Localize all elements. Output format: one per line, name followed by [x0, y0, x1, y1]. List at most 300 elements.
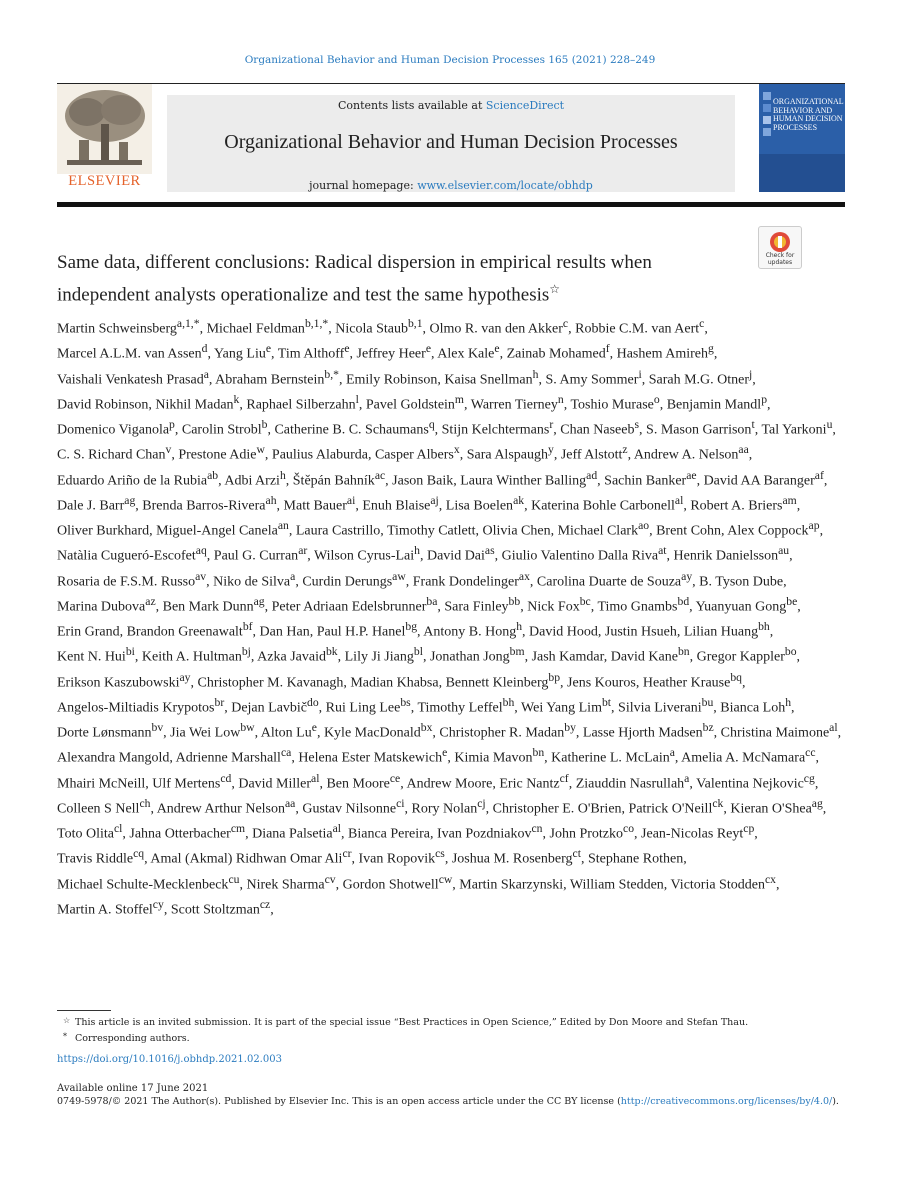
author-name[interactable]: Frank Dondelinger	[412, 574, 519, 590]
title-footnote-mark[interactable]: ☆	[549, 282, 561, 296]
affiliation-marker[interactable]: bf	[242, 620, 253, 633]
affiliation-marker[interactable]: bz	[702, 721, 714, 734]
author-name[interactable]: Michael Feldman	[206, 321, 305, 337]
author-name[interactable]: Chan Naseeb	[560, 422, 635, 438]
affiliation-marker[interactable]: ay	[179, 670, 191, 684]
author-name[interactable]: Curdin Derungs	[302, 574, 393, 590]
affiliation-marker[interactable]: aw	[392, 569, 406, 583]
author-name[interactable]: Nick Fox	[527, 599, 580, 615]
author-name[interactable]: Nirek Sharma	[246, 877, 325, 893]
affiliation-marker[interactable]: aq	[195, 544, 207, 558]
author-name[interactable]: Nicola Staub	[335, 321, 408, 337]
affiliation-marker[interactable]: h	[414, 544, 420, 558]
footnote	[57, 1014, 845, 1030]
author-name[interactable]: Victoria Stodden	[670, 877, 765, 893]
author-name[interactable]: Jason Baik	[392, 473, 454, 489]
affiliation-marker[interactable]: e	[442, 746, 448, 760]
footnote-text: This article is an invited submission. It is part of the special issue “Best Practices in Open Science,” Edited by Don Moore and Stefan Thau.	[75, 1017, 749, 1028]
affiliation-marker[interactable]: bn	[677, 645, 690, 659]
author-name[interactable]: Travis Riddle	[57, 851, 134, 867]
affiliation-marker[interactable]: al	[332, 822, 341, 835]
affiliation-marker[interactable]: ar	[298, 544, 308, 558]
author-name[interactable]: Ziauddin Nasrullah	[575, 776, 685, 792]
author-name[interactable]: Christopher E. O'Brien	[492, 801, 622, 817]
affiliation-marker[interactable]: bd	[677, 594, 690, 608]
author-name[interactable]: Carolina Duarte de Souza	[536, 574, 682, 590]
author-name[interactable]: Rosaria de F.S.M. Russo	[57, 574, 196, 590]
affiliation-marker[interactable]: aa	[285, 796, 296, 810]
affiliation-marker[interactable]: g	[707, 342, 714, 356]
affiliation-marker[interactable]: k	[233, 392, 240, 406]
author-name[interactable]: Sarah M.G. Otner	[648, 372, 749, 388]
affiliation-marker[interactable]: bq	[730, 670, 742, 684]
author-name[interactable]: Ivan Pozdniakov	[437, 826, 532, 842]
affiliation-marker[interactable]: al	[829, 721, 838, 734]
author-name[interactable]: Jia Wei Low	[170, 725, 241, 741]
affiliation-marker[interactable]: cm	[230, 822, 246, 835]
affiliation-marker[interactable]: ck	[712, 796, 724, 810]
author-name[interactable]: Dejan Lavbič	[231, 700, 308, 716]
author-name[interactable]: Wei Yang Lim	[521, 700, 602, 716]
affiliation-marker[interactable]: o	[653, 392, 660, 406]
author-name[interactable]: Scott Stoltzman	[170, 902, 260, 918]
author-name[interactable]: Timothy Catlett	[386, 523, 476, 539]
affiliation-marker[interactable]: aa	[738, 443, 749, 457]
affiliation-marker[interactable]: a	[290, 569, 296, 583]
affiliation-marker[interactable]: bk	[325, 645, 338, 659]
author-name[interactable]: Mhairi McNeill	[57, 776, 146, 792]
author-name[interactable]: Miguel-Angel Canela	[156, 523, 278, 539]
author-name[interactable]: Toshio Murase	[570, 397, 654, 413]
author-name[interactable]: Madian Khabsa	[350, 675, 439, 691]
author-name[interactable]: Bianca Pereira	[348, 826, 431, 842]
author-name[interactable]: David Miller	[238, 776, 312, 792]
author-name[interactable]: Robbie C.M. van Aert	[575, 321, 700, 337]
author-name[interactable]: Heather Krause	[642, 675, 731, 691]
affiliation-marker[interactable]: bm	[509, 645, 525, 659]
check-updates-icon	[767, 230, 793, 254]
author-name[interactable]: Abraham Bernstein	[215, 372, 325, 388]
affiliation-marker[interactable]: be	[786, 594, 798, 608]
author-name[interactable]: Matt Bauer	[283, 498, 347, 514]
affiliation-marker[interactable]: j	[749, 367, 753, 381]
author-name[interactable]: Olivia Chen	[482, 523, 551, 539]
affiliation-marker[interactable]: cj	[477, 796, 486, 810]
author-name[interactable]: John Protzko	[549, 826, 624, 842]
author-name[interactable]: Michael Schulte-Mecklenbeck	[57, 877, 229, 893]
author-name[interactable]: Gregor Kappler	[696, 649, 785, 665]
affiliation-marker[interactable]: ch	[139, 796, 151, 810]
affiliation-marker[interactable]: ao	[638, 519, 650, 532]
author-name[interactable]: Lisa Boelen	[445, 498, 514, 514]
author-name[interactable]: Martin Skarzynski	[459, 877, 564, 893]
affiliation-marker[interactable]: b,1	[407, 317, 423, 330]
author-name[interactable]: Sara Finley	[444, 599, 509, 615]
author-name[interactable]: Casper Albers	[374, 447, 454, 463]
affiliation-marker[interactable]: bn	[532, 746, 545, 760]
affiliation-marker[interactable]: bi	[125, 645, 135, 659]
affiliation-marker[interactable]: d	[201, 342, 208, 356]
affiliation-marker[interactable]: by	[564, 721, 576, 734]
affiliation-marker[interactable]: ag	[811, 796, 823, 810]
author-name[interactable]: Christina Maimone	[720, 725, 830, 741]
author-name[interactable]: Martin Schweinsberg	[57, 321, 177, 337]
author-name[interactable]: David Kane	[610, 649, 678, 665]
affiliation-marker[interactable]: r	[549, 418, 554, 431]
author-name[interactable]: Yang Liu	[213, 346, 266, 362]
affiliation-marker[interactable]: p	[761, 392, 768, 406]
author-name[interactable]: Erin Grand	[57, 624, 120, 640]
affiliation-marker[interactable]: e	[265, 342, 272, 356]
affiliation-marker[interactable]: t	[751, 418, 755, 431]
author-name[interactable]: Patrick O'Neill	[628, 801, 713, 817]
affiliation-marker[interactable]: ct	[572, 847, 581, 861]
author-name[interactable]: Brenda Barros-Rivera	[142, 498, 266, 514]
author-name[interactable]: Tim Althoff	[277, 346, 345, 362]
author-name[interactable]: Kaisa Snellman	[444, 372, 533, 388]
author-name[interactable]: Stijn Kelchtermans	[441, 422, 550, 438]
author-name[interactable]: Alton Lu	[260, 725, 312, 741]
affiliation-marker[interactable]: bu	[701, 695, 714, 709]
author-name[interactable]: Christopher R. Madan	[439, 725, 565, 741]
affiliation-marker[interactable]: b	[261, 418, 268, 431]
author-name[interactable]: Kimia Mavon	[454, 750, 533, 766]
author-name[interactable]: Dale J. Barr	[57, 498, 125, 514]
affiliation-marker[interactable]: bw	[240, 721, 255, 734]
author-name[interactable]: Timothy Leffel	[417, 700, 503, 716]
sciencedirect-link[interactable]: ScienceDirect	[485, 99, 565, 112]
affiliation-marker[interactable]: v	[165, 443, 172, 457]
footnotes	[57, 1014, 845, 1046]
author-name[interactable]: Jash Kamdar	[531, 649, 604, 665]
author-name[interactable]: Gordon Shotwell	[342, 877, 439, 893]
journal-citation[interactable]: Organizational Behavior and Human Decision Processes 165 (2021) 228–249	[244, 54, 656, 66]
affiliation-marker[interactable]: bh	[502, 695, 515, 709]
author-name[interactable]: Jens Kouros	[567, 675, 636, 691]
affiliation-marker[interactable]: u	[826, 418, 833, 431]
affiliation-marker[interactable]: bb	[508, 594, 521, 608]
affiliation-marker[interactable]: y	[547, 443, 554, 457]
author-name[interactable]: Paul H.P. Hanel	[316, 624, 406, 640]
author-name[interactable]: Catherine B. C. Schaumans	[274, 422, 429, 438]
author-name[interactable]: Warren Tierney	[470, 397, 558, 413]
author-name[interactable]: Rory Nolan	[411, 801, 478, 817]
author-name[interactable]: Katerina Bohle Carbonell	[531, 498, 675, 514]
affiliation-marker[interactable]: cu	[228, 872, 240, 886]
affiliation-marker[interactable]: q	[428, 418, 435, 431]
affiliation-marker[interactable]: cw	[438, 872, 453, 886]
author-name[interactable]: Timo Gnambs	[597, 599, 678, 615]
author-name[interactable]: S. Mason Garrison	[646, 422, 752, 438]
affiliation-marker[interactable]: cz	[259, 897, 271, 911]
author-name[interactable]: Azka Javaid	[257, 649, 326, 665]
author-name[interactable]: Michael Clark	[557, 523, 639, 539]
affiliation-marker[interactable]: ci	[396, 796, 405, 810]
affiliation-marker[interactable]: ba	[426, 594, 438, 608]
affiliation-marker[interactable]: bx	[420, 721, 433, 734]
affiliation-marker[interactable]: cp	[743, 822, 755, 835]
affiliation-marker[interactable]: a	[684, 771, 690, 785]
affiliation-marker[interactable]: bv	[151, 721, 164, 734]
affiliation-marker[interactable]: ab	[207, 468, 219, 482]
author-name[interactable]: Ivan Ropovik	[358, 851, 436, 867]
affiliation-marker[interactable]: z	[622, 443, 628, 457]
author-name[interactable]: Ben Moore	[326, 776, 390, 792]
author-name[interactable]: Kent N. Hui	[57, 649, 126, 665]
author-name[interactable]: Silvia Liverani	[618, 700, 702, 716]
affiliation-marker[interactable]: h	[279, 468, 286, 482]
affiliation-marker[interactable]: bo	[784, 645, 797, 659]
author-name[interactable]: Helena Ester Matskewich	[298, 750, 443, 766]
author-name[interactable]: Domenico Viganola	[57, 422, 170, 438]
affiliation-marker[interactable]: bl	[413, 645, 423, 659]
affiliation-marker[interactable]: as	[484, 544, 495, 558]
affiliation-marker[interactable]: e	[311, 721, 317, 734]
affiliation-marker[interactable]: cy	[152, 897, 164, 911]
affiliation-marker[interactable]: x	[453, 443, 460, 457]
author-name[interactable]: Adrienne Marshall	[175, 750, 281, 766]
author-name[interactable]: Amal (Akmal) Ridhwan Omar Ali	[150, 851, 343, 867]
author-name[interactable]: Laura Winther Balling	[460, 473, 587, 489]
affiliation-marker[interactable]: bj	[241, 645, 251, 659]
affiliation-marker[interactable]: af	[814, 468, 824, 482]
affiliation-marker[interactable]: ag	[253, 594, 265, 608]
affiliation-marker[interactable]: m	[454, 392, 464, 406]
affiliation-marker[interactable]: bp	[548, 670, 561, 684]
affiliation-marker[interactable]: c	[562, 317, 569, 330]
affiliation-marker[interactable]: al	[674, 493, 684, 507]
affiliation-marker[interactable]: cx	[764, 872, 776, 886]
affiliation-marker[interactable]: h	[516, 620, 523, 633]
affiliation-marker[interactable]: ae	[686, 468, 697, 482]
author-name[interactable]: Valentina Nejkovic	[696, 776, 804, 792]
homepage-link[interactable]: www.elsevier.com/locate/obhdp	[417, 179, 593, 192]
affiliation-marker[interactable]: h	[785, 695, 792, 709]
affiliation-marker[interactable]: s	[634, 418, 640, 431]
check-for-updates-badge[interactable]	[758, 226, 802, 269]
affiliation-marker[interactable]: e	[344, 342, 350, 356]
author-name[interactable]: Erikson Kaszubowski	[57, 675, 180, 691]
author-name[interactable]: Zainab Mohamed	[506, 346, 606, 362]
author-name[interactable]: Eric Nantz	[499, 776, 560, 792]
author-name[interactable]: Sachin Banker	[604, 473, 687, 489]
affiliation-marker[interactable]: a	[669, 746, 675, 760]
author-name[interactable]: Antony B. Hong	[423, 624, 517, 640]
affiliation-marker[interactable]: cq	[133, 847, 145, 861]
author-name[interactable]: Gustav Nilsonne	[302, 801, 397, 817]
affiliation-marker[interactable]: a,1,*	[176, 317, 200, 330]
affiliation-marker[interactable]: bc	[579, 594, 591, 608]
license-link[interactable]: http://creativecommons.org/licenses/by/4.0/	[620, 1096, 833, 1107]
author-name[interactable]: Raphael Silberzahn	[246, 397, 356, 413]
author-name[interactable]: Bianca Loh	[720, 700, 786, 716]
author-name[interactable]: Yuanyuan Gong	[695, 599, 787, 615]
author-name[interactable]: Hashem Amireh	[616, 346, 708, 362]
affiliation-marker[interactable]: ah	[265, 493, 277, 507]
affiliation-marker[interactable]: ce	[389, 771, 401, 785]
author-name[interactable]: David Hood	[529, 624, 598, 640]
affiliation-marker[interactable]: h	[532, 367, 539, 381]
author-name[interactable]: Kieran O'Shea	[730, 801, 812, 817]
author-name[interactable]: Wilson Cyrus-Lai	[314, 548, 415, 564]
author-name[interactable]: Benjamin Mandl	[666, 397, 762, 413]
affiliation-marker[interactable]: cc	[805, 746, 816, 760]
author-name[interactable]: Lilian Huang	[683, 624, 759, 640]
affiliation-marker[interactable]: b,*	[324, 367, 339, 381]
affiliation-marker[interactable]: al	[311, 771, 320, 785]
author-name[interactable]: Ulf Mertens	[152, 776, 221, 792]
author-name[interactable]: Natàlia Cugueró-Escofet	[57, 548, 196, 564]
affiliation-marker[interactable]: ac	[374, 468, 386, 482]
author-name[interactable]: Bennett Kleinberg	[445, 675, 549, 691]
affiliation-marker[interactable]: n	[557, 392, 564, 406]
affiliation-marker[interactable]: ay	[681, 569, 693, 583]
affiliation-marker[interactable]: co	[623, 822, 635, 835]
affiliation-marker[interactable]: ak	[513, 493, 525, 507]
author-name[interactable]: Marina Dubova	[57, 599, 146, 615]
author-name[interactable]: Vaishali Venkatesh Prasad	[57, 372, 204, 388]
affiliation-marker[interactable]: am	[782, 493, 797, 507]
affiliation-marker[interactable]: a	[203, 367, 209, 381]
affiliation-marker[interactable]: cg	[803, 771, 815, 785]
author-name[interactable]: Štěpán Bahník	[292, 473, 375, 489]
author-name[interactable]: Amelia A. McNamara	[681, 750, 806, 766]
author-name[interactable]: Jonathan Jong	[429, 649, 510, 665]
author-name[interactable]: Adbi Arzi	[224, 473, 280, 489]
author-name[interactable]: Justin Hsueh	[604, 624, 677, 640]
author-name[interactable]: Paul G. Curran	[213, 548, 299, 564]
affiliation-marker[interactable]: bt	[601, 695, 612, 709]
author-name[interactable]: Emily Robinson	[345, 372, 438, 388]
author-name[interactable]: Brent Cohn	[656, 523, 722, 539]
affiliation-marker[interactable]: aj	[430, 493, 439, 507]
affiliation-marker[interactable]: l	[355, 392, 359, 406]
author-name[interactable]: Lasse Hjorth Madsen	[582, 725, 703, 741]
affiliation-marker[interactable]: cl	[113, 822, 123, 835]
author-name[interactable]: William Stedden	[569, 877, 664, 893]
affiliation-marker[interactable]: at	[658, 544, 667, 558]
author-name[interactable]: Jeffrey Heer	[356, 346, 426, 362]
author-name[interactable]: Marcel A.L.M. van Assen	[57, 346, 202, 362]
author-name[interactable]: Rui Ling Lee	[325, 700, 401, 716]
author-name[interactable]: C. S. Richard Chan	[57, 447, 166, 463]
author-name[interactable]: Prestone Adie	[178, 447, 257, 463]
affiliation-marker[interactable]: ca	[280, 746, 292, 760]
author-name[interactable]: Stephane Rothen	[587, 851, 684, 867]
author-name[interactable]: David AA Baranger	[703, 473, 815, 489]
author-name[interactable]: Oliver Burkhard	[57, 523, 150, 539]
affiliation-marker[interactable]: bh	[758, 620, 770, 633]
author-name[interactable]: Martin A. Stoffel	[57, 902, 153, 918]
author-name[interactable]: Keith A. Hultman	[141, 649, 242, 665]
author-name[interactable]: Diana Palsetia	[252, 826, 333, 842]
affiliation-marker[interactable]: b,1,*	[304, 317, 329, 330]
affiliation-marker[interactable]: cd	[220, 771, 232, 785]
affiliation-marker[interactable]: av	[195, 569, 207, 583]
affiliation-marker[interactable]: ax	[518, 569, 530, 583]
author-name[interactable]: Ben Mark Dunn	[162, 599, 254, 615]
author-name[interactable]: Katherine L. McLain	[551, 750, 670, 766]
author-name[interactable]: Brandon Greenawalt	[126, 624, 243, 640]
author-name[interactable]: David Robinson	[57, 397, 149, 413]
author-name[interactable]: Olmo R. van den Akker	[429, 321, 563, 337]
affiliation-marker[interactable]: ag	[124, 493, 136, 507]
author-name[interactable]: Eduardo Ariño de la Rubia	[57, 473, 208, 489]
author-name[interactable]: Alex Kale	[437, 346, 495, 362]
author-name[interactable]: David Dai	[426, 548, 485, 564]
affiliation-marker[interactable]: p	[169, 418, 175, 431]
affiliation-marker[interactable]: cn	[531, 822, 543, 835]
author-name[interactable]: Laura Castrillo	[295, 523, 381, 539]
author-name[interactable]: Peter Adriaan Edelsbrunner	[271, 599, 427, 615]
author-name[interactable]: Paulius Alaburda	[271, 447, 368, 463]
affiliation-marker[interactable]: cr	[342, 847, 352, 861]
author-name[interactable]: Jahna Otterbacher	[129, 826, 231, 842]
author-name[interactable]: Niko de Silva	[213, 574, 291, 590]
affiliation-marker[interactable]: cs	[435, 847, 445, 861]
author-name[interactable]: Jean-Nicolas Reyt	[641, 826, 744, 842]
author-name[interactable]: Giulio Valentino Dalla Riva	[501, 548, 659, 564]
affiliation-marker[interactable]: do	[307, 695, 319, 709]
author-name[interactable]: S. Amy Sommer	[545, 372, 639, 388]
affiliation-marker[interactable]: bg	[405, 620, 418, 633]
author-name[interactable]: Andrew Moore	[406, 776, 493, 792]
affiliation-marker[interactable]: i	[638, 367, 642, 381]
affiliation-marker[interactable]: au	[778, 544, 790, 558]
affiliation-marker[interactable]: ai	[346, 493, 356, 507]
affiliation-marker[interactable]: br	[214, 695, 225, 709]
author-name[interactable]: Angelos-Miltiadis Krypotos	[57, 700, 215, 716]
author-name[interactable]: Alex Coppock	[727, 523, 809, 539]
affiliation-marker[interactable]: az	[145, 594, 156, 608]
affiliation-marker[interactable]: ap	[808, 519, 820, 532]
author-name[interactable]: Dorte Lønsmann	[57, 725, 152, 741]
author-name[interactable]: Jeff Alstott	[560, 447, 623, 463]
author-name[interactable]: Kyle MacDonald	[323, 725, 421, 741]
author-name[interactable]: Andrew Arthur Nelson	[156, 801, 285, 817]
author-list: Martin Schweinsberg$^{a,1,*}$, Michael Feldman$^{b,1,*}$, Nicola Staub$^{b,1}$, Olmo R. van den Akker$^c$, Robbie C.M. van Aert$^c$, Marcel A.L.M. van Assen$^d$, Yang Liu$^e$, Tim Althoff$^e$, Jeffrey Heer$^e$, Alex Kale$^e$, Zainab Mohamed$^f$, Hashem Amireh$^g$, Vaishali Venkatesh Prasad$^a$, Abraham Bernstein$^{b,*}$, Emily Robinson, Kaisa Snellman$^h$, S. Amy Sommer$^i$, Sarah M.G. Otner$^j$, David Robinson, Nikhil Madan$^k$, Raphael Silberzahn$^l$, Pavel Goldstein$^m$, Warren Tierney$^n$, Toshio Murase$^o$, Benjamin Mandl$^p$, Domenico Viganola$^p$, Carolin Strobl$^b$, Catherine B. C. Schaumans$^q$, Stijn Kelchtermans$^r$, Chan Naseeb$^s$, S. Mason Garrison$^t$, Tal Yarkoni$^u$, C. S. Richard Chan$^v$, Prestone Adie$^w$, Paulius Alaburda, Casper Albers$^x$, Sara Alspaugh$^y$, Jeff Alstott$^z$, Andrew A. Nelson$^{aa}$, Eduardo Ariño de la Rubia$^{ab}$, Adbi Arzi$^h$, Štěpán Bahník$^{ac}$, Jason Baik, Laura Winther Balling$^{ad}$, Sachin Banker$^{ae}$, David AA Baranger$^{af}$, Dale J. Barr$^{ag}$, Brenda Barros-Rivera$^{ah}$, Matt Bauer$^{ai}$, Enuh Blaise$^{aj}$, Lisa Boelen$^{ak}$, Katerina Bohle Carbonell$^{al}$, Robert A. Briers$^{am}$, Oliver Burkhard, Miguel-Angel Canela$^{an}$, Laura Castrillo, Timothy Catlett, Olivia Chen, Michael Clark$^{ao}$, Brent Cohn, Alex Coppock$^{ap}$, Natàlia Cugueró-Escofet$^{aq}$, Paul G. Curran$^{ar}$, Wilson Cyrus-Lai$^h$, David Dai$^{as}$, Giulio Valentino Dalla Riva$^{at}$, Henrik Danielsson$^{au}$, Rosaria de F.S.M. Russo$^{av}$, Niko de Silva$^a$, Curdin Derungs$^{aw}$, Frank Dondelinger$^{ax}$, Carolina Duarte de Souza$^{ay}$, B. Tyson Dube, Marina Dubova$^{az}$, Ben Mark Dunn$^{ag}$, Peter Adriaan Edelsbrunner$^{ba}$, Sara Finley$^{bb}$, Nick Fox$^{bc}$, Timo Gnambs$^{bd}$, Yuanyuan Gong$^{be}$, Erin Grand, Brandon Greenawalt$^{bf}$, Dan Han, Paul H.P. Hanel$^{bg}$, Antony B. Hong$^h$, David Hood, Justin Hsueh, Lilian Huang$^{bh}$, Kent N. Hui$^{bi}$, Keith A. Hultman$^{bj}$, Azka Javaid$^{bk}$, Lily Ji Jiang$^{bl}$, Jonathan Jong$^{bm}$, Jash Kamdar, David Kane$^{bn}$, Gregor Kappler$^{bo}$, Erikson Kaszubowski$^{ay}$, Christopher M. Kavanagh, Madian Khabsa, Bennett Kleinberg$^{bp}$, Jens Kouros, Heather Krause$^{bq}$, Angelos-Miltiadis Krypotos$^{br}$, Dejan Lavbič$^{do}$, Rui Ling Lee$^{bs}$, Timothy Leffel$^{bh}$, Wei Yang Lim$^{bt}$, Silvia Liverani$^{bu}$, Bianca Loh$^h$, Dorte Lønsmann$^{bv}$, Jia Wei Low$^{bw}$, Alton Lu$^e$, Kyle MacDonald$^{bx}$, Christopher R. Madan$^{by}$, Lasse Hjorth Madsen$^{bz}$, Christina Maimone$^{al}$, Alexandra Mangold, Adrienne Marshall$^{ca}$, Helena Ester Matskewich$^e$, Kimia Mavon$^{bn}$, Katherine L. McLain$^a$, Amelia A. McNamara$^{cc}$, Mhairi McNeill, Ulf Mertens$^{cd}$, David Miller$^{al}$, Ben Moore$^{ce}$, Andrew Moore, Eric Nantz$^{cf}$, Ziauddin Nasrullah$^a$, Valentina Nejkovic$^{cg}$, Colleen S Nell$^{ch}$, Andrew Arthur Nelson$^{aa}$, Gustav Nilsonne$^{ci}$, Rory Nolan$^{cj}$, Christopher E. O'Brien, Patrick O'Neill$^{ck}$, Kieran O'Shea$^{ag}$, Toto Olita$^{cl}$, Jahna Otterbacher$^{cm}$, Diana Palsetia$^{al}$, Bianca Pereira, Ivan Pozdniakov$^{cn}$, John Protzko$^{co}$, Jean-Nicolas Reyt$^{cp}$, Travis Riddle$^{cq}$, Amal (Akmal) Ridhwan Omar Ali$^{cr}$, Ivan Ropovik$^{cs}$, Joshua M. Rosenberg$^{ct}$, Stephane Rothen, Michael Schulte-Mecklenbeck$^{cu}$, Nirek Sharma$^{cv}$, Gordon Shotwell$^{cw}$, Martin Skarzynski, William Stedden, Victoria Stodden$^{cx}$, Martin A. Stoffel$^{cy}$, Scott Stoltzman$^{cz}$,	[57, 317, 842, 918]
affiliation-marker[interactable]: f	[605, 342, 610, 356]
affiliation-marker[interactable]: an	[277, 519, 289, 532]
author-name[interactable]: Sara Alspaugh	[466, 447, 548, 463]
author-name[interactable]: Lily Ji Jiang	[344, 649, 414, 665]
affiliation-marker[interactable]: e	[494, 342, 500, 356]
author-name[interactable]: Alexandra Mangold	[57, 750, 170, 766]
doi-link[interactable]: https://doi.org/10.1016/j.obhdp.2021.02.003	[57, 1054, 282, 1065]
author-name[interactable]: Andrew A. Nelson	[633, 447, 739, 463]
author-name[interactable]: Robert A. Briers	[690, 498, 783, 514]
affiliation-marker[interactable]: e	[425, 342, 431, 356]
author-name[interactable]: Dan Han	[259, 624, 310, 640]
author-name[interactable]: Joshua M. Rosenberg	[451, 851, 573, 867]
affiliation-marker[interactable]: cv	[324, 872, 336, 886]
author-name[interactable]: Henrik Danielsson	[673, 548, 779, 564]
author-name[interactable]: Pavel Goldstein	[365, 397, 455, 413]
author-name[interactable]: Carolin Strobl	[181, 422, 262, 438]
author-name[interactable]: Nikhil Madan	[155, 397, 234, 413]
affiliation-marker[interactable]: bs	[400, 695, 411, 709]
author-name[interactable]: Toto Olita	[57, 826, 114, 842]
affiliation-marker[interactable]: c	[699, 317, 705, 330]
author-name[interactable]: Enuh Blaise	[362, 498, 431, 514]
author-name[interactable]: Tal Yarkoni	[761, 422, 827, 438]
affiliation-marker[interactable]: cf	[559, 771, 569, 785]
affiliation-marker[interactable]: w	[256, 443, 265, 457]
author-name[interactable]: Colleen S Nell	[57, 801, 140, 817]
author-name[interactable]: Christopher M. Kavanagh	[197, 675, 344, 691]
author-name[interactable]: B. Tyson Dube	[699, 574, 784, 590]
affiliation-marker[interactable]: ad	[586, 468, 598, 482]
